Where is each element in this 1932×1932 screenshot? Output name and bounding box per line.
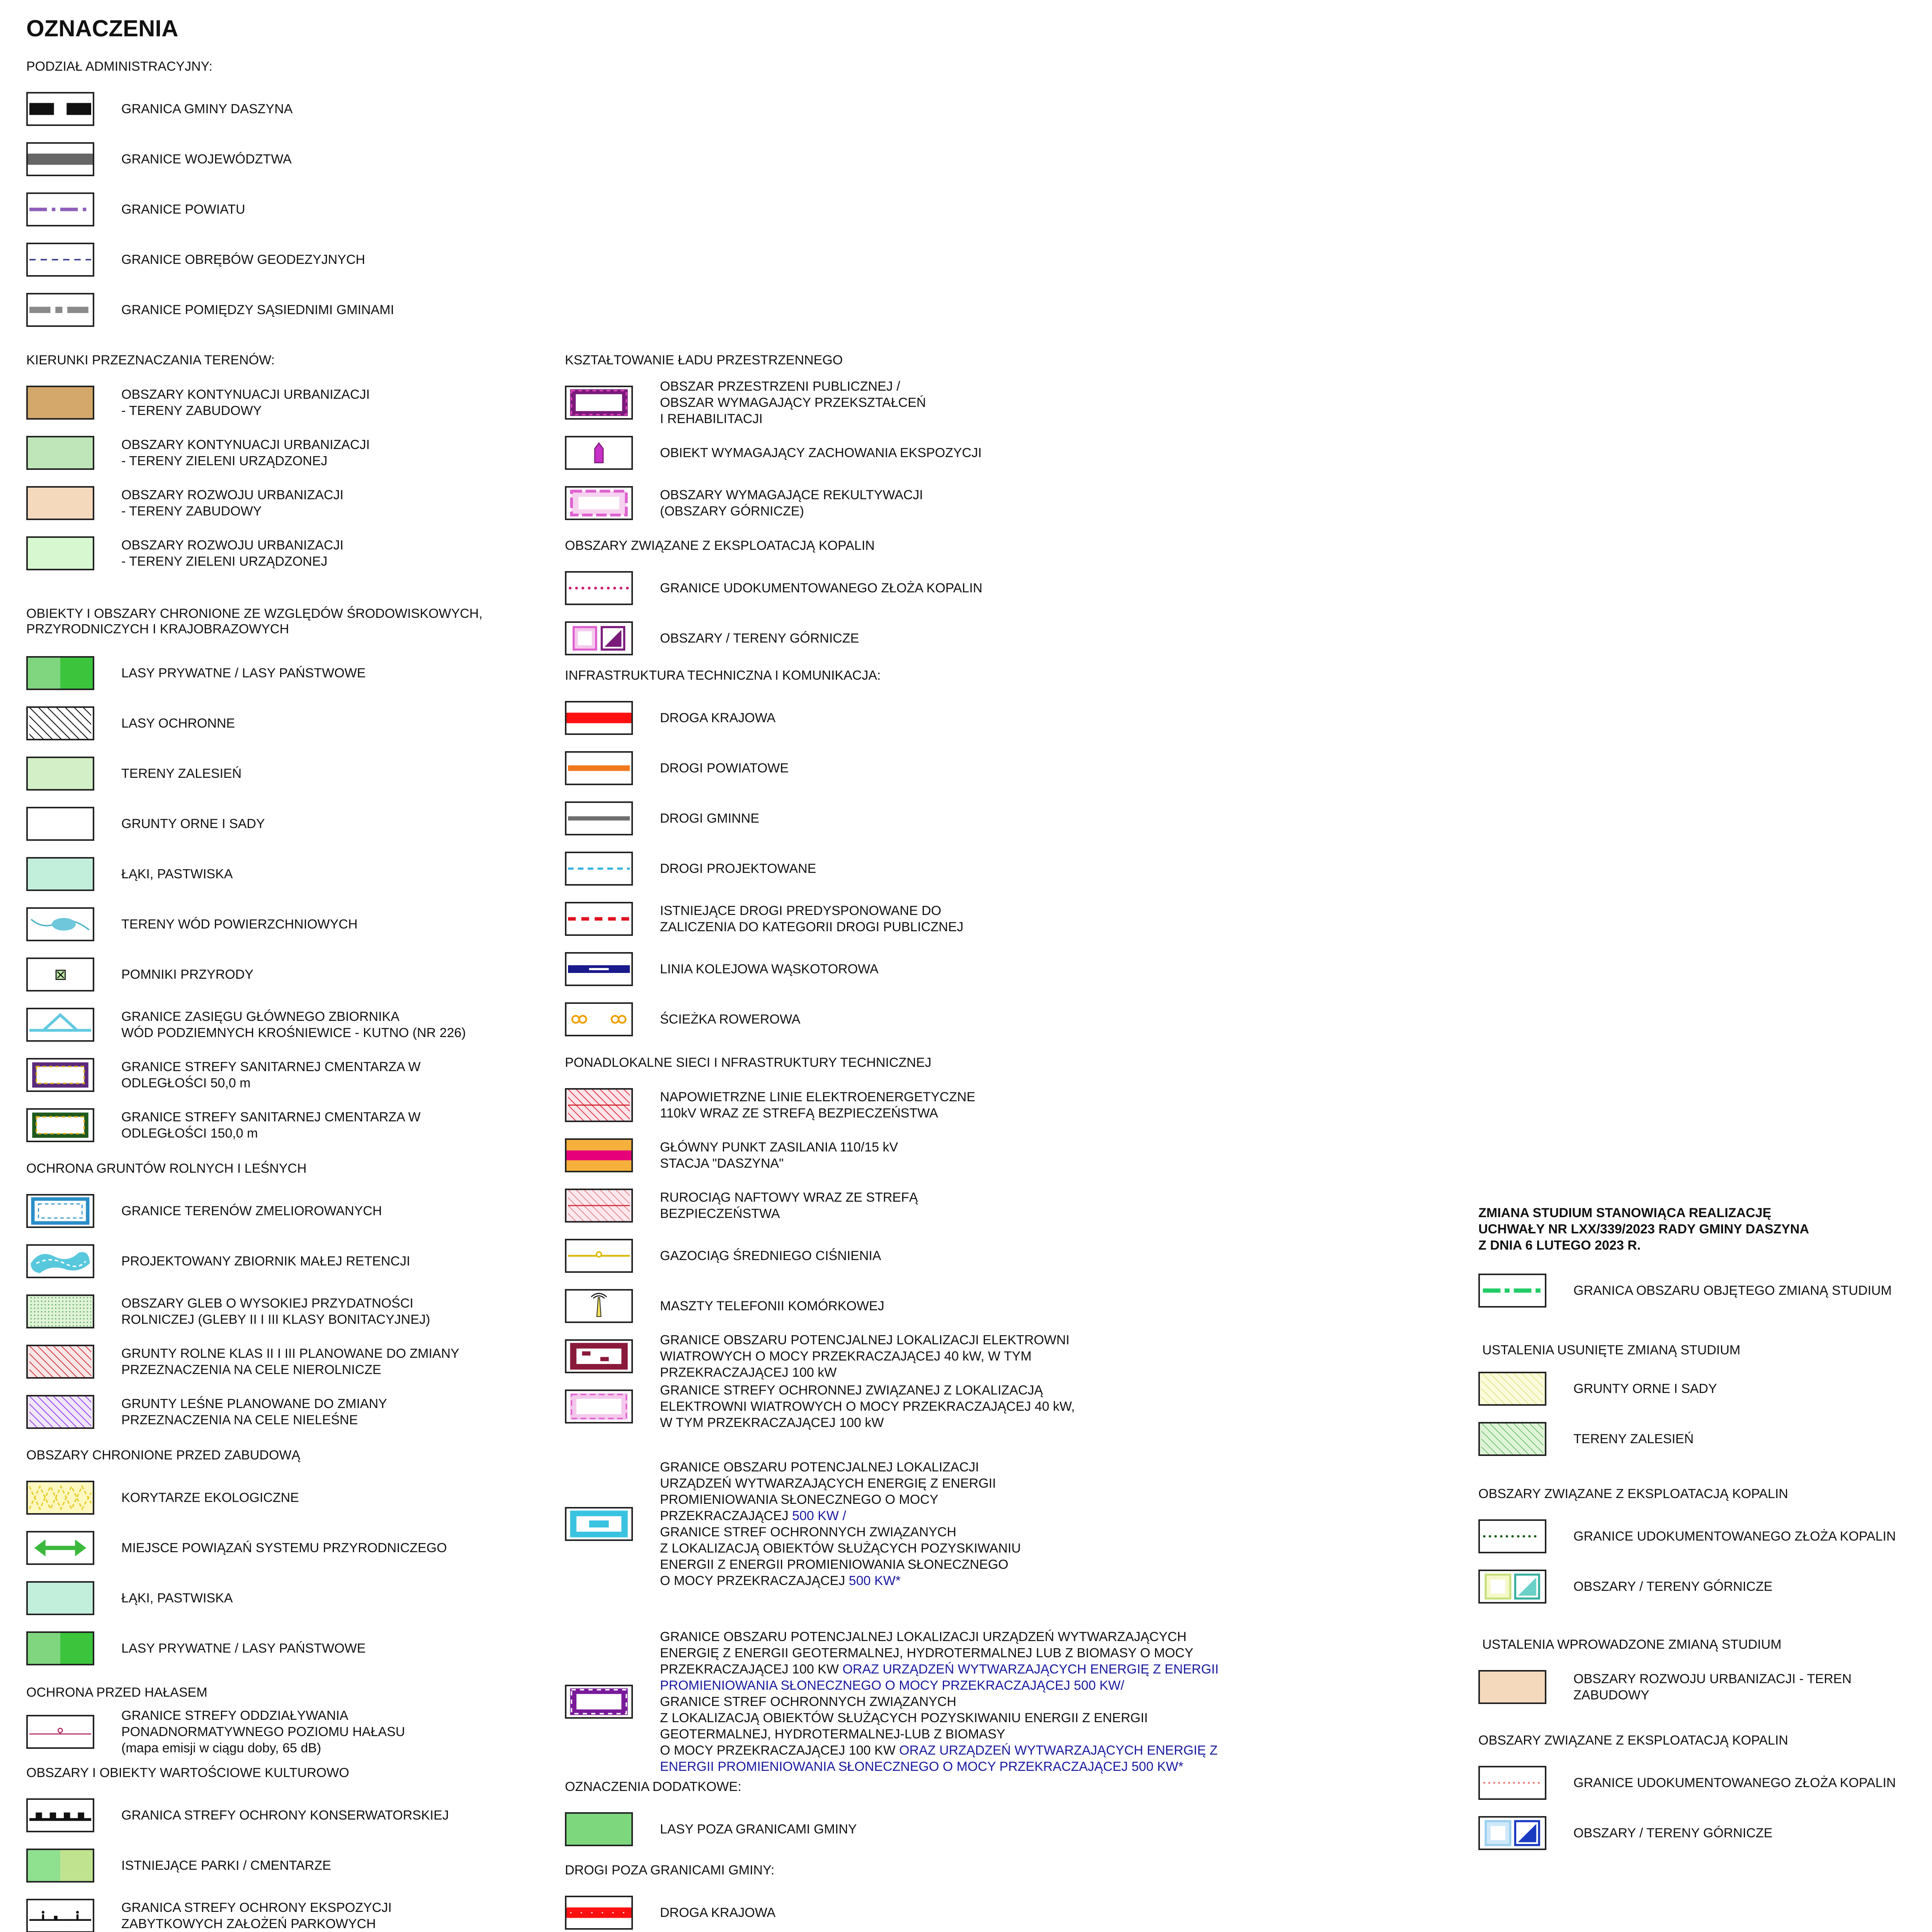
section-heading-usuniete: USTALENIA USUNIĘTE ZMIANĄ STUDIUM	[1482, 1343, 1741, 1357]
forest-split-fill-icon	[26, 656, 94, 690]
new-mining-area-icon	[1478, 1816, 1546, 1850]
legend-label: ISTNIEJĄCE PARKI / CMENTARZE	[121, 1858, 331, 1873]
legend-label: DROGA KRAJOWA	[660, 1905, 776, 1920]
reclamation-area-icon	[565, 486, 633, 520]
legend-label	[660, 1661, 1219, 1677]
legend-label: OBSZARY KONTYNUACJI URBANIZACJI	[121, 387, 370, 402]
legend-label: PRZEZNACZENIA NA CELE NIEROLNICZE	[121, 1362, 381, 1377]
new-deposit-boundary-icon	[1478, 1766, 1546, 1800]
light-green-fill-icon	[26, 536, 94, 570]
heading-line: UCHWAŁY NR LXX/339/2023 RADY GMINY DASZYNA	[1478, 1222, 1809, 1236]
legend-label	[660, 1508, 1021, 1524]
section-heading-lad: KSZTAŁTOWANIE ŁADU PRZESTRZENNEGO	[565, 353, 843, 367]
legend-label: GRUNTY LEŚNE PLANOWANE DO ZMIANY	[121, 1396, 387, 1411]
legend-label: KORYTARZE EKOLOGICZNE	[121, 1490, 299, 1505]
exposure-object-icon	[565, 436, 633, 470]
legend-label: PROMIENIOWANIA SŁONECZNEGO O MOCY	[660, 1492, 939, 1507]
legend-label: OBSZAR WYMAGAJĄCY PRZEKSZTAŁCEŃ	[660, 395, 926, 410]
power-line-icon	[565, 1088, 633, 1122]
legend-label: OBSZARY ROZWOJU URBANIZACJI - TEREN	[1573, 1672, 1852, 1686]
oil-pipeline-icon	[565, 1189, 633, 1223]
legend-label: - TERENY ZIELENI URZĄDZONEJ	[121, 454, 328, 468]
legend-label: GRANICE UDOKUMENTOWANEGO ZŁOŻA KOPALIN	[1573, 1776, 1896, 1790]
removed-mining-area-icon	[1478, 1570, 1546, 1604]
legend-label-changed: PROMIENIOWANIA SŁONECZNEGO O MOCY PRZEKRACZAJĄCEJ 500 KW/	[660, 1678, 1124, 1693]
purple-dashdot-line-icon	[26, 192, 94, 226]
brown-fill-icon	[26, 386, 94, 420]
legend-label: OBSZARY ROZWOJU URBANIZACJI	[121, 488, 344, 502]
wind-farm-area-icon	[565, 1339, 633, 1373]
legend-label: GRANICE POMIĘDZY SĄSIEDNIMI GMINAMI	[121, 303, 394, 317]
legend-label: PRZEZNACZENIA NA CELE NIELEŚNE	[121, 1413, 358, 1427]
geothermal-area-icon	[565, 1685, 633, 1719]
legend-label: GRANICE ZASIĘGU GŁÓWNEGO ZBIORNIKA	[121, 1009, 400, 1024]
legend-label: OBSZARY WYMAGAJĄCE REKULTYWACJI	[660, 488, 923, 502]
wind-farm-zone-icon	[565, 1389, 633, 1423]
power-supply-point-icon	[565, 1138, 633, 1172]
thick-dash-line-icon	[26, 92, 94, 126]
legend-label: 110kV WRAZ ZE STREFĄ BEZPIECZEŃSTWA	[660, 1106, 938, 1121]
red-hatch-icon	[26, 1345, 94, 1379]
aquifer-boundary-icon	[26, 1008, 94, 1042]
outside-national-road-icon	[565, 1896, 633, 1930]
legend-label: GRANICE STREFY ODDZIAŁYWANIA	[121, 1708, 349, 1723]
section-heading-drogi-poza: DROGI POZA GRANICAMI GMINY:	[565, 1863, 775, 1878]
public-space-icon	[565, 386, 633, 420]
legend-label: Z LOKALIZACJĄ OBIEKTÓW SŁUŻĄCYCH POZYSKIWANIU ENERGII Z ENERGII	[660, 1711, 1148, 1725]
conservation-zone-icon	[26, 1798, 94, 1832]
legend-label: GRANICE OBSZARU POTENCJALNEJ LOKALIZACJI ELEKTROWNI	[660, 1333, 1070, 1347]
peach-fill-icon	[26, 486, 94, 520]
forest-split-fill-icon	[26, 1631, 94, 1665]
legend-label: - TERENY ZABUDOWY	[121, 403, 262, 418]
section-heading-wprowadzone: USTALENIA WPROWADZONE ZMIANĄ STUDIUM	[1482, 1637, 1782, 1652]
removed-arable-icon	[1478, 1372, 1546, 1406]
legend-label: LASY PRYWATNE / LASY PAŃSTWOWE	[121, 1641, 366, 1656]
section-heading-kierunki: KIERUNKI PRZEZNACZANIA TERENÓW:	[26, 353, 275, 367]
legend-label: TERENY ZALESIEŃ	[1573, 1432, 1694, 1446]
legend-label: ŚCIEŻKA ROWEROWA	[660, 1012, 801, 1027]
legend-label: Z LOKALIZACJĄ OBIEKTÓW SŁUŻĄCYCH POZYSKIWANIU	[660, 1541, 1021, 1556]
legend-label: GRANICA GMINY DASZYNA	[121, 102, 293, 116]
legend-label: GRANICE OBSZARU POTENCJALNEJ LOKALIZACJI	[660, 1460, 979, 1475]
drainage-boundary-icon	[26, 1194, 94, 1228]
legend-label: ŁĄKI, PASTWISKA	[121, 867, 233, 881]
gray-dashdot-line-icon	[26, 293, 94, 327]
legend-title: OZNACZENIA	[26, 15, 179, 41]
projected-road-icon	[565, 852, 633, 886]
national-road-icon	[565, 701, 633, 735]
legend-label: ENERGIĘ Z ENERGII GEOTERMALNEJ, HYDROTERMALNEJ LUB Z BIOMASY O MOCY	[660, 1646, 1194, 1660]
legend-label: STACJA "DASZYNA"	[660, 1156, 784, 1171]
legend-label: ODLEGŁOŚCI 50,0 m	[121, 1076, 251, 1090]
cemetery-zone-150-icon	[26, 1108, 94, 1142]
legend-label: GRANICE OBSZARU POTENCJALNEJ LOKALIZACJI URZĄDZEŃ WYTWARZAJĄCYCH	[660, 1629, 1187, 1644]
pale-green-fill-icon	[26, 757, 94, 791]
section-heading-chronione	[26, 606, 483, 637]
legend-label: GRANICE STREF OCHRONNYCH ZWIĄZANYCH	[660, 1694, 956, 1709]
legend-label: WÓD PODZIEMNYCH KROŚNIEWICE - KUTNO (NR 226)	[121, 1026, 466, 1040]
nature-monument-icon	[26, 957, 94, 992]
legend-label: MIEJSCE POWIĄZAŃ SYSTEMU PRZYRODNICZEGO	[121, 1541, 447, 1555]
navy-dash-line-icon	[26, 243, 94, 277]
legend-label: GRANICE POWIATU	[121, 202, 245, 217]
empty-box-icon	[26, 807, 94, 841]
legend-label: GEOTERMALNEJ, HYDROTERMALNEJ-LUB Z BIOMASY	[660, 1727, 1005, 1742]
district-road-icon	[565, 751, 633, 785]
legend-label: LASY PRYWATNE / LASY PAŃSTWOWE	[121, 666, 366, 680]
legend-label: GRANICE WOJEWÓDZTWA	[121, 152, 292, 167]
legend-label: GRANICA OBSZARU OBJĘTEGO ZMIANĄ STUDIUM	[1573, 1283, 1892, 1298]
legend-label: GRANICE STREFY OCHRONNEJ ZWIĄZANEJ Z LOKALIZACJĄ	[660, 1383, 1043, 1398]
section-heading-sieci: PONADLOKALNE SIECI I NFRASTRUKTURY TECHNICZNEJ	[565, 1055, 932, 1070]
legend-label	[660, 1573, 1021, 1589]
black-hatch-icon	[26, 706, 94, 740]
legend-label: PROJEKTOWANY ZBIORNIK MAŁEJ RETENCJI	[121, 1254, 410, 1269]
parks-cemeteries-icon	[26, 1849, 94, 1883]
new-urban-development-icon	[1478, 1670, 1546, 1704]
change-study-heading	[1478, 1205, 1809, 1253]
legend-label: DROGI PROJEKTOWANE	[660, 861, 816, 876]
legend-label: GRANICA STREFY OCHRONY EKSPOZYCJI	[121, 1900, 392, 1915]
legend-label: GRUNTY ROLNE KLAS II I III PLANOWANE DO ZMIANY	[121, 1346, 459, 1361]
legend-label: DROGI POWIATOWE	[660, 761, 789, 776]
noise-zone-icon	[26, 1715, 94, 1749]
purple-hatch-icon	[26, 1395, 94, 1429]
municipal-road-icon	[565, 801, 633, 835]
park-exposure-zone-icon	[26, 1899, 94, 1932]
legend-label: NAPOWIETRZNE LINIE ELEKTROENERGETYCZNE	[660, 1090, 976, 1104]
legend-label: ROLNICZEJ (GLEBY II I III KLASY BONITACYJNEJ)	[121, 1312, 430, 1327]
legend-label: OBSZARY / TERENY GÓRNICZE	[1573, 1579, 1773, 1594]
legend-label: RUROCIĄG NAFTOWY WRAZ ZE STREFĄ	[660, 1190, 918, 1205]
legend-label: GRANICE STREFY SANITARNEJ CMENTARZA W	[121, 1110, 421, 1124]
section-heading-halas: OCHRONA PRZED HAŁASEM	[26, 1685, 207, 1700]
legend-label: PRZEKRACZAJĄCEJ 100 kW	[660, 1365, 837, 1380]
removed-afforestation-icon	[1478, 1422, 1546, 1456]
legend-label: GRANICE UDOKUMENTOWANEGO ZŁOŻA KOPALIN	[660, 581, 983, 595]
section-heading-dodatkowe: OZNACZENIA DODATKOWE:	[565, 1779, 742, 1794]
legend-label: OBSZARY ROZWOJU URBANIZACJI	[121, 538, 344, 553]
legend-label: OBIEKT WYMAGAJĄCY ZACHOWANIA EKSPOZYCJI	[660, 446, 982, 460]
section-heading-zabudowa: OBSZARY CHRONIONE PRZED ZABUDOWĄ	[26, 1448, 301, 1463]
section-heading-kultura: OBSZARY I OBIEKTY WARTOŚCIOWE KULTUROWO	[26, 1765, 349, 1780]
dotted-green-icon	[26, 1294, 94, 1328]
cell-tower-icon	[565, 1289, 633, 1323]
water-body-icon	[26, 907, 94, 941]
section-heading-kopaliny: OBSZARY ZWIĄZANE Z EKSPLOATACJĄ KOPALIN	[565, 538, 875, 553]
retention-reservoir-icon	[26, 1244, 94, 1278]
legend-label: GAZOCIĄG ŚREDNIEGO CIŚNIENIA	[660, 1248, 881, 1263]
legend-label: (OBSZARY GÓRNICZE)	[660, 504, 804, 519]
legend-label: MASZTY TELEFONII KOMÓRKOWEJ	[660, 1299, 884, 1313]
ecological-corridor-icon	[26, 1481, 94, 1515]
green-double-arrow-icon	[26, 1531, 94, 1565]
legend-label: OBSZARY KONTYNUACJI URBANIZACJI	[121, 437, 370, 452]
legend-label: WIATROWYCH O MOCY PRZEKRACZAJĄCEJ 40 kW, W TYM	[660, 1349, 1032, 1364]
legend-label: LASY OCHRONNE	[121, 716, 235, 731]
legend-label: GRANICE TERENÓW ZMELIOROWANYCH	[121, 1204, 382, 1218]
legend-label: GRANICE OBRĘBÓW GEODEZYJNYCH	[121, 252, 365, 267]
section-heading-grunty: OCHRONA GRUNTÓW ROLNYCH I LEŚNYCH	[26, 1161, 307, 1176]
legend-label: GŁÓWNY PUNKT ZASILANIA 110/15 kV	[660, 1140, 898, 1155]
legend-label: ENERGII Z ENERGII PROMIENIOWANIA SŁONECZNEGO	[660, 1557, 1009, 1572]
study-change-boundary-icon	[1478, 1274, 1546, 1308]
legend-label: GRANICE UDOKUMENTOWANEGO ZŁOŻA KOPALIN	[1573, 1529, 1896, 1544]
legend-label: POMNIKI PRZYRODY	[121, 967, 253, 982]
gas-pipeline-icon	[565, 1239, 633, 1273]
predisposed-road-icon	[565, 902, 633, 936]
legend-label: ZABUDOWY	[1573, 1688, 1650, 1702]
heading-line: ZMIANA STUDIUM STANOWIĄCA REALIZACJĘ	[1478, 1206, 1772, 1220]
legend-label: OBSZARY / TERENY GÓRNICZE	[660, 631, 859, 646]
label-part: PRZEKRACZAJĄCEJ 100 KW	[660, 1662, 843, 1677]
legend-label: ISTNIEJĄCE DROGI PREDYSPONOWANE DO	[660, 903, 941, 918]
legend-label: ZALICZENIA DO KATEGORII DROGI PUBLICZNEJ	[660, 920, 964, 934]
heading-line: Z DNIA 6 LUTEGO 2023 R.	[1478, 1238, 1641, 1253]
legend-label: PONADNORMATYWNEGO POZIOMU HAŁASU	[121, 1725, 405, 1739]
cemetery-zone-50-icon	[26, 1058, 94, 1092]
legend-label: GRANICE STREFY SANITARNEJ CMENTARZA W	[121, 1060, 421, 1074]
legend-label: ŁĄKI, PASTWISKA	[121, 1591, 233, 1605]
legend-label: GRANICE STREF OCHRONNYCH ZWIĄZANYCH	[660, 1525, 956, 1539]
legend-label: ZABYTKOWYCH ZAŁOŻEŃ PARKOWYCH	[121, 1917, 376, 1931]
legend-label: BEZPIECZEŃSTWA	[660, 1206, 780, 1221]
legend-label-changed: ENERGII PROMIENIOWANIA SŁONECZNEGO O MOCY PRZEKRACZAJĄCEJ 500 KW*	[660, 1759, 1184, 1774]
legend-label: TERENY WÓD POWIERZCHNIOWYCH	[121, 917, 358, 932]
thick-gray-line-icon	[26, 142, 94, 176]
section-heading-kopaliny1: OBSZARY ZWIĄZANE Z EKSPLOATACJĄ KOPALIN	[1478, 1486, 1788, 1501]
heading-line: OBIEKTY I OBSZARY CHRONIONE ZE WZGLĘDÓW ŚRODOWISKOWYCH,	[26, 606, 483, 621]
outside-forest-icon	[565, 1812, 633, 1846]
legend-label: OBSZARY GLEB O WYSOKIEJ PRZYDATNOŚCI	[121, 1296, 413, 1311]
legend-label: OBSZAR PRZESTRZENI PUBLICZNEJ /	[660, 379, 900, 394]
legend-label: DROGA KRAJOWA	[660, 711, 776, 725]
legend-label: GRUNTY ORNE I SADY	[1573, 1381, 1717, 1396]
legend-label: - TERENY ZABUDOWY	[121, 504, 262, 519]
narrow-gauge-railway-icon	[565, 952, 633, 986]
section-heading-infra: INFRASTRUKTURA TECHNICZNA I KOMUNIKACJA:	[565, 668, 881, 683]
mint-fill-icon	[26, 1581, 94, 1615]
solar-area-icon	[565, 1507, 633, 1541]
label-part: PRZEKRACZAJĄCEJ	[660, 1509, 792, 1523]
heading-line: PRZYRODNICZYCH I KRAJOBRAZOWYCH	[26, 622, 289, 636]
label-part-changed: 500 KW /	[792, 1509, 846, 1523]
deposit-boundary-pink-icon	[565, 571, 633, 605]
label-part: O MOCY PRZEKRACZAJĄCEJ 100 KW	[660, 1743, 900, 1758]
legend-label: LINIA KOLEJOWA WĄSKOTOROWA	[660, 962, 879, 976]
legend-label: URZĄDZEŃ WYTWARZAJĄCYCH ENERGIĘ Z ENERGII	[660, 1476, 996, 1491]
mint-fill-icon	[26, 857, 94, 891]
mining-area-pink-icon	[565, 621, 633, 655]
section-heading-kopaliny2: OBSZARY ZWIĄZANE Z EKSPLOATACJĄ KOPALIN	[1478, 1733, 1788, 1748]
legend-label: - TERENY ZIELENI URZĄDZONEJ	[121, 554, 328, 569]
green-fill-icon	[26, 436, 94, 470]
legend-label: W TYM PRZEKRACZAJĄCEJ 100 kW	[660, 1415, 884, 1430]
legend-label: LASY POZA GRANICAMI GMINY	[660, 1822, 857, 1837]
legend-label: (mapa emisji w ciągu doby, 65 dB)	[121, 1741, 321, 1755]
legend-label: GRUNTY ORNE I SADY	[121, 816, 265, 831]
legend-label: OBSZARY / TERENY GÓRNICZE	[1573, 1826, 1773, 1840]
legend-label: DROGI GMINNE	[660, 811, 759, 826]
removed-deposit-boundary-icon	[1478, 1519, 1546, 1553]
bicycle-path-icon	[565, 1002, 633, 1036]
label-part: O MOCY PRZEKRACZAJĄCEJ	[660, 1573, 849, 1588]
legend-label: ODLEGŁOŚCI 150,0 m	[121, 1126, 258, 1141]
legend-label: GRANICA STREFY OCHRONY KONSERWATORSKIEJ	[121, 1808, 449, 1823]
label-part-changed: ORAZ URZĄDZEŃ WYTWARZAJĄCYCH ENERGIĘ Z	[899, 1743, 1218, 1758]
legend-label: TERENY ZALESIEŃ	[121, 766, 242, 781]
legend-label: ELEKTROWNI WIATROWYCH O MOCY PRZEKRACZAJĄCEJ 40 kW,	[660, 1399, 1075, 1414]
label-part-changed: 500 KW*	[849, 1573, 901, 1588]
legend-label	[660, 1742, 1219, 1759]
legend-label: I REHABILITACJI	[660, 412, 763, 426]
section-heading-admin: PODZIAŁ ADMINISTRACYJNY:	[26, 59, 213, 74]
label-part-changed: ORAZ URZĄDZEŃ WYTWARZAJĄCYCH ENERGIĘ Z ENERGII	[842, 1662, 1219, 1677]
